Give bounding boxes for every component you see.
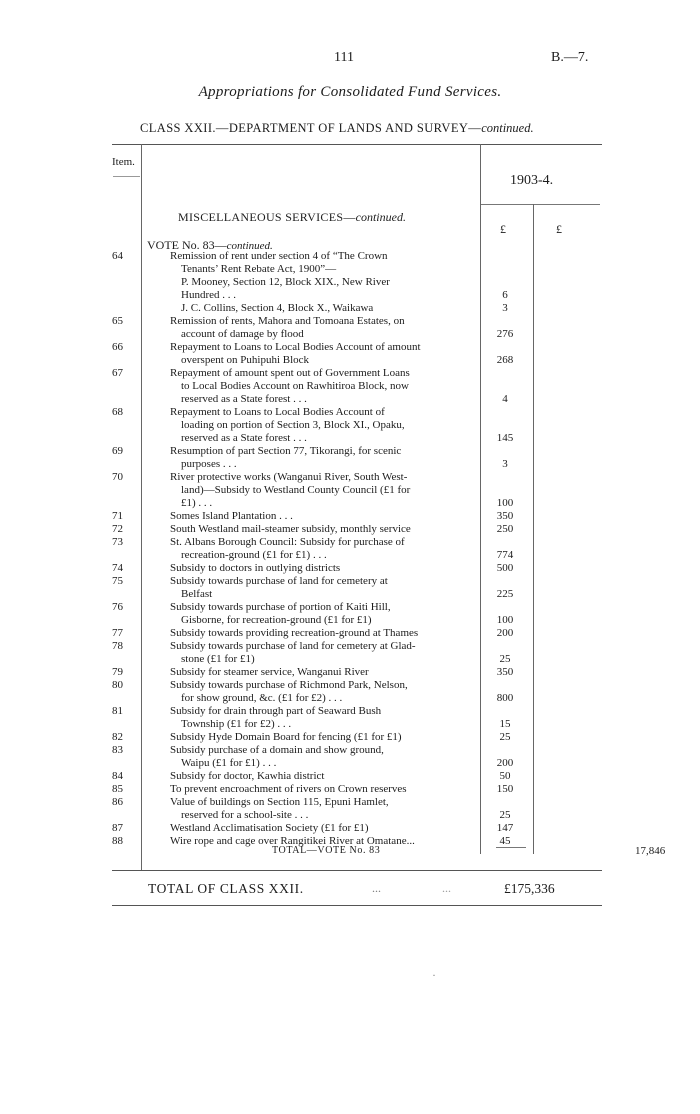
year-heading: 1903-4. — [510, 173, 554, 188]
item-amount: 15 — [499, 718, 511, 730]
item-description: Somes Island Plantation . . . — [170, 510, 293, 522]
item-amount: 147 — [496, 822, 514, 834]
item-description: Gisborne, for recreation-ground (£1 for £1) — [181, 614, 372, 626]
class-heading-continued: continued. — [481, 121, 534, 135]
table-row — [0, 458, 700, 471]
item-number: 71 — [112, 510, 123, 522]
item-description: Subsidy Hyde Domain Board for fencing (£1 for £1) — [170, 731, 402, 743]
table-row — [0, 354, 700, 367]
class-total-rule — [112, 905, 602, 906]
table-row — [0, 822, 700, 835]
item-description: account of damage by flood — [181, 328, 304, 340]
table-top-rule — [112, 144, 602, 145]
table-row — [0, 536, 700, 549]
class-heading-text: CLASS XXII.—DEPARTMENT OF LANDS AND SURVEY— — [140, 121, 482, 135]
item-number: 74 — [112, 562, 123, 574]
table-row — [0, 783, 700, 796]
vote-heading-text: VOTE No. 83— — [147, 238, 227, 252]
item-description: loading on portion of Section 3, Block XI., Opaku, — [181, 419, 405, 431]
item-amount: 100 — [496, 497, 514, 509]
table-row — [0, 601, 700, 614]
item-number: 76 — [112, 601, 123, 613]
item-number: 79 — [112, 666, 123, 678]
table-row — [0, 549, 700, 562]
item-description: Westland Acclimatisation Society (£1 for £1) — [170, 822, 369, 834]
item-amount: 100 — [496, 614, 514, 626]
item-amount: 25 — [499, 653, 511, 665]
table-row — [0, 692, 700, 705]
item-description: land)—Subsidy to Westland County Council (£1 for — [181, 484, 411, 496]
item-amount: 6 — [502, 289, 508, 301]
item-description: Subsidy towards providing recreation-ground at Thames — [170, 627, 419, 639]
item-description: Subsidy towards purchase of Richmond Park, Nelson, — [170, 679, 408, 691]
item-amount: 200 — [496, 757, 514, 769]
table-row — [0, 718, 700, 731]
item-description: To prevent encroachment of rivers on Crown reserves — [170, 783, 407, 795]
item-description: stone (£1 for £1) — [181, 653, 255, 665]
item-description: for show ground, &c. (£1 for £2) . . . — [181, 692, 343, 704]
item-description: reserved as a State forest . . . — [181, 432, 307, 444]
item-amount: 25 — [499, 809, 511, 821]
table-row — [0, 510, 700, 523]
item-description: River protective works (Wanganui River, South West- — [170, 471, 408, 483]
item-number: 70 — [112, 471, 123, 483]
item-amount: 4 — [502, 393, 508, 405]
item-amount: 350 — [496, 510, 514, 522]
table-row — [0, 679, 700, 692]
class-total-amount: £175,336 — [504, 881, 555, 896]
item-amount: 45 — [499, 835, 511, 847]
table-row — [0, 406, 700, 419]
item-amount: 145 — [496, 432, 514, 444]
table-row — [0, 419, 700, 432]
class-heading — [140, 121, 534, 136]
item-amount: 276 — [496, 328, 514, 340]
currency-symbol-items: £ — [500, 222, 506, 236]
item-description: Subsidy for drain through part of Seaward Bush — [170, 705, 382, 717]
table-row — [0, 445, 700, 458]
item-description: overspent on Puhipuhi Block — [181, 354, 310, 366]
item-description: to Local Bodies Account on Rawhitiroa Block, now — [181, 380, 409, 392]
item-description: Subsidy for steamer service, Wanganui River — [170, 666, 369, 678]
table-row — [0, 666, 700, 679]
item-amount: 800 — [496, 692, 514, 704]
item-number: 84 — [112, 770, 123, 782]
item-number: 68 — [112, 406, 123, 418]
item-description: Subsidy towards purchase of land for cemetery at — [170, 575, 388, 587]
item-description: Subsidy to doctors in outlying districts — [170, 562, 341, 574]
item-column-label: Item. — [112, 156, 135, 168]
table-row — [0, 575, 700, 588]
item-number: 78 — [112, 640, 123, 652]
item-description: Remission of rents, Mahora and Tomoana Estates, on — [170, 315, 405, 327]
item-description: Remission of rent under section 4 of “The Crown — [170, 250, 388, 262]
page-number: 111 — [334, 50, 354, 65]
table-row — [0, 731, 700, 744]
table-row — [0, 263, 700, 276]
item-description: recreation-ground (£1 for £1) . . . — [181, 549, 327, 561]
table-row — [0, 328, 700, 341]
table-row — [0, 523, 700, 536]
table-row — [0, 497, 700, 510]
item-description: Tenants’ Rent Rebate Act, 1900”— — [181, 263, 337, 275]
table-row — [0, 341, 700, 354]
table-row — [0, 757, 700, 770]
item-description: Repayment to Loans to Local Bodies Account of — [170, 406, 385, 418]
appropriation-rows — [0, 250, 700, 848]
item-number: 87 — [112, 822, 123, 834]
item-number: 85 — [112, 783, 123, 795]
table-row — [0, 770, 700, 783]
page-title: Appropriations for Consolidated Fund Services. — [198, 84, 502, 100]
item-number: 67 — [112, 367, 123, 379]
item-description: P. Mooney, Section 12, Block XIX., New River — [181, 276, 390, 288]
item-description: Subsidy towards purchase of portion of Kaiti Hill, — [170, 601, 391, 613]
item-number: 66 — [112, 341, 123, 353]
item-number: 65 — [112, 315, 123, 327]
item-description: purposes . . . — [181, 458, 237, 470]
item-description: Waipu (£1 for £1) . . . — [181, 757, 277, 769]
currency-symbol-total: £ — [556, 222, 562, 236]
table-row — [0, 276, 700, 289]
item-description: Repayment to Loans to Local Bodies Account of amount — [170, 341, 421, 353]
vote-total-amount: 17,846 — [635, 845, 666, 857]
table-bottom-rule — [112, 870, 602, 871]
item-description: J. C. Collins, Section 4, Block X., Waikawa — [181, 302, 374, 314]
table-row — [0, 302, 700, 315]
item-amount: 150 — [496, 783, 514, 795]
table-row — [0, 705, 700, 718]
item-amount: 774 — [496, 549, 514, 561]
table-row — [0, 744, 700, 757]
item-amount: 200 — [496, 627, 514, 639]
item-number: 80 — [112, 679, 123, 691]
item-amount: 50 — [499, 770, 511, 782]
vote-total-label: TOTAL—VOTE No. 83 — [272, 845, 381, 856]
item-number: 81 — [112, 705, 123, 717]
item-underline — [113, 176, 140, 177]
item-description: St. Albans Borough Council: Subsidy for purchase of — [170, 536, 405, 548]
item-description: Subsidy towards purchase of land for cemetery at Glad- — [170, 640, 416, 652]
table-row — [0, 588, 700, 601]
table-row — [0, 809, 700, 822]
item-number: 88 — [112, 835, 123, 847]
table-row — [0, 640, 700, 653]
item-description: Repayment of amount spent out of Government Loans — [170, 367, 410, 379]
item-description: Value of buildings on Section 115, Epuni Hamlet, — [170, 796, 389, 808]
item-number: 69 — [112, 445, 123, 457]
table-row — [0, 653, 700, 666]
table-row — [0, 380, 700, 393]
table-row — [0, 432, 700, 445]
item-number: 64 — [112, 250, 123, 262]
item-description: South Westland mail-steamer subsidy, monthly service — [170, 523, 411, 535]
table-row — [0, 484, 700, 497]
table-row — [0, 315, 700, 328]
class-total-label: TOTAL OF CLASS XXII. — [148, 881, 304, 896]
item-number: 83 — [112, 744, 123, 756]
item-amount: 3 — [502, 458, 508, 470]
item-description: Wire rope and cage over Rangitikei River at Omatane... — [170, 835, 415, 847]
item-description: Subsidy purchase of a domain and show ground, — [170, 744, 384, 756]
item-number: 73 — [112, 536, 123, 548]
class-total-leader-1: ... — [372, 881, 381, 895]
item-number: 75 — [112, 575, 123, 587]
table-row — [0, 614, 700, 627]
item-number: 72 — [112, 523, 123, 535]
section-heading-continued: continued. — [355, 210, 406, 224]
item-description: reserved for a school-site . . . — [181, 809, 309, 821]
section-heading-text: MISCELLANEOUS SERVICES— — [178, 210, 356, 224]
item-number: 82 — [112, 731, 123, 743]
table-row — [0, 471, 700, 484]
class-total-leader-2: ... — [442, 881, 451, 895]
section-heading — [178, 210, 406, 225]
item-description: Resumption of part Section 77, Tikorangi, for scenic — [170, 445, 402, 457]
item-description: Township (£1 for £2) . . . — [181, 718, 292, 730]
item-amount: 3 — [502, 302, 508, 314]
table-row — [0, 393, 700, 406]
item-number: 86 — [112, 796, 123, 808]
table-row — [0, 289, 700, 302]
stray-mark: · — [432, 968, 436, 982]
item-amount: 350 — [496, 666, 514, 678]
table-row — [0, 627, 700, 640]
item-number: 77 — [112, 627, 123, 639]
item-amount: 250 — [496, 523, 514, 535]
item-amount: 225 — [496, 588, 514, 600]
table-row — [0, 367, 700, 380]
table-row — [0, 250, 700, 263]
item-description: Subsidy for doctor, Kawhia district — [170, 770, 325, 782]
item-amount: 25 — [499, 731, 511, 743]
item-description: reserved as a State forest . . . — [181, 393, 307, 405]
vote-heading-continued: continued. — [226, 240, 273, 252]
item-amount: 268 — [496, 354, 514, 366]
item-description: Hundred . . . — [181, 289, 236, 301]
item-description: £1) . . . — [181, 497, 213, 509]
item-amount: 500 — [496, 562, 514, 574]
table-row — [0, 796, 700, 809]
document-reference: B.—7. — [551, 50, 589, 65]
table-row — [0, 562, 700, 575]
year-underline — [480, 204, 600, 205]
item-description: Belfast — [181, 588, 213, 600]
